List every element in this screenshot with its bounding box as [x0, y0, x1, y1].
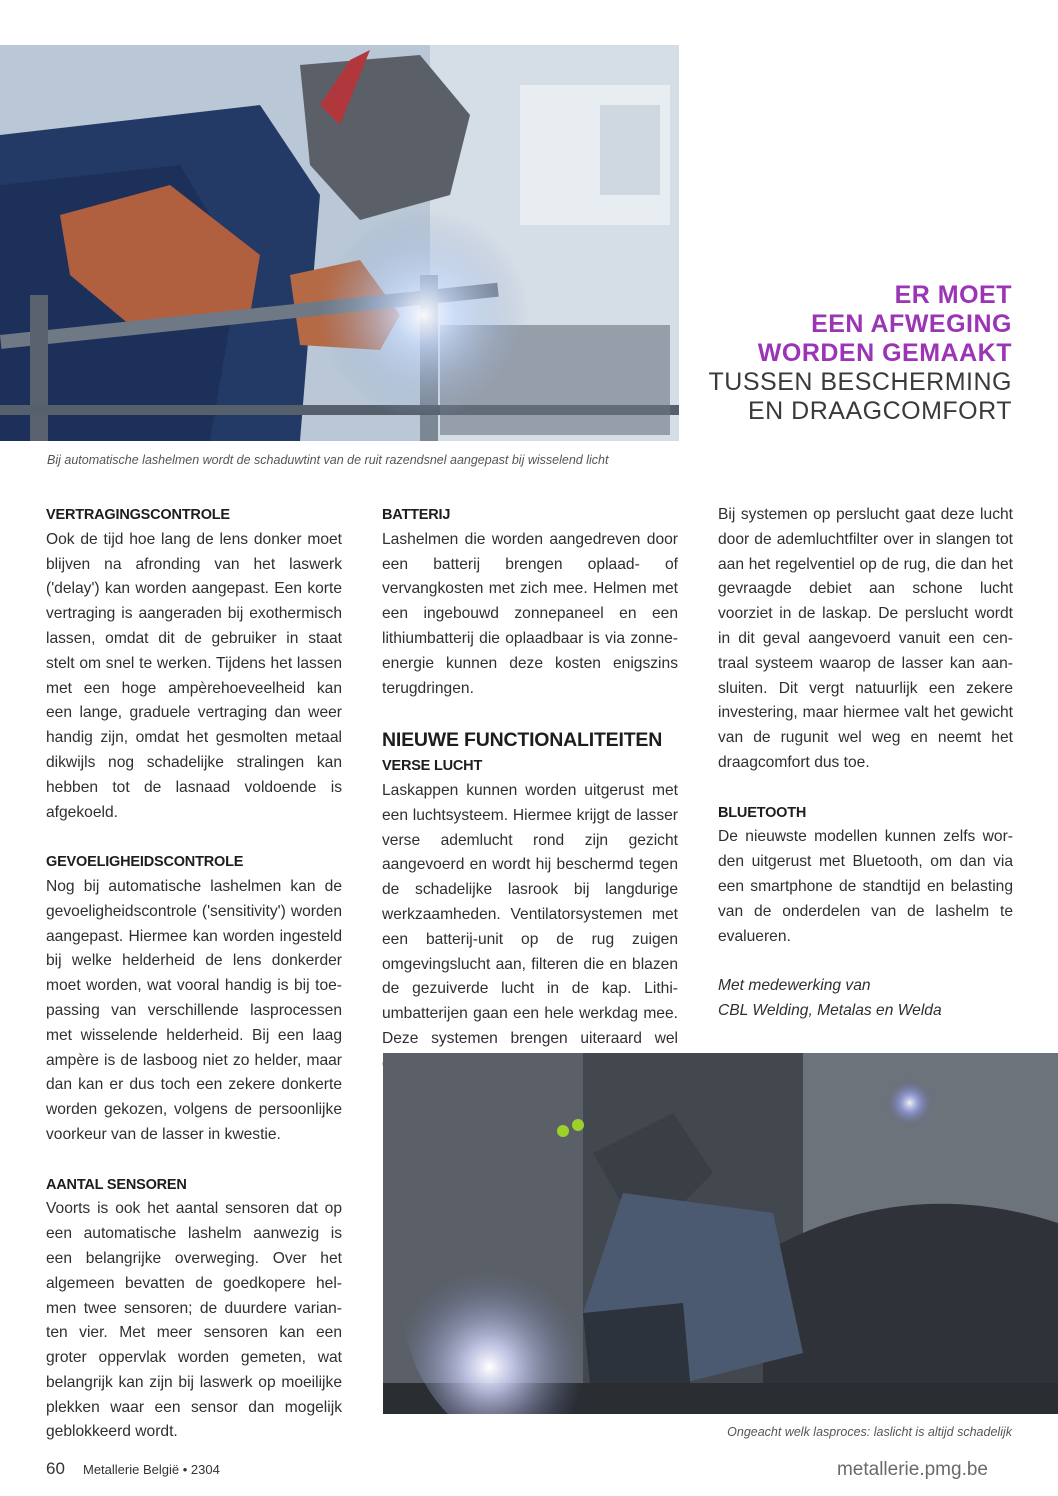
- paragraph-bluetooth: De nieuwste modellen kunnen zelfs worden uitgerust met Bluetooth, om dan via een smartphone de standtijd en belasting van de onderdelen van de lashelm te evalueren.: [718, 828, 1013, 945]
- heading-bluetooth: BLUETOOTH: [718, 804, 807, 821]
- heading-new-features: NIEUWE FUNCTIONALITEITEN: [382, 729, 663, 752]
- article-column-2: [382, 503, 678, 1077]
- photo-caption-top: Bij automatische lashelmen wordt de schaduwtint van de ruit razendsnel aangepast bij wisselend licht: [47, 453, 609, 467]
- paragraph-delay-control: Ook de tijd hoe lang de lens donker moet blijven na afronding van het laswerk ('delay') kan worden aangepast. Een korte vertraging is aangeraden bij exothermisch lassen, omdat dit de gebruiker in staat stelt om snel te werken. Tijdens het lassen met een hoge ampèrehoeveelheid kan een lange, graduele vertraging dan weer handig zijn, omdat het gesmolten metaal dikwijls nog schadelijke stralingen kan hebben tot de lasnaad voldoende is afgekoeld.: [46, 530, 342, 821]
- credit-companies: CBL Welding, Metalas en Welda: [718, 1001, 942, 1019]
- pull-quote-line: TUSSEN BESCHERMING: [708, 368, 1012, 396]
- paragraph-compressed-air: Bij systemen op perslucht gaat deze lucht door de ademluchtfilter over in slangen tot aan het regelventiel op de rug, die dan het gevraagde debiet aan schone lucht voorziet in de laskap. De perslucht wordt in dit geval aangevoerd vanuit een centraal systeem waarop de lasser kan aansluiten. Dit vergt natuurlijk een zekere investering, maar hiermee valt het gewicht van de rugunit wel weg en neemt het draagcomfort dus toe.: [718, 506, 1013, 771]
- paragraph-battery: Lashelmen die worden aangedreven door een batterij brengen oplaad- of vervangkosten met zich mee. Helmen met een ingebouwd zonnepaneel en een lithiumbatterij die oplaadbaar is via zonne-energie kunnen deze kosten enigszins terugdringen.: [382, 530, 678, 697]
- magazine-issue: Metallerie België • 2304: [83, 1462, 220, 1477]
- heading-battery: BATTERIJ: [382, 507, 451, 523]
- pull-quote: [652, 281, 1012, 426]
- article-column-1: [46, 503, 342, 1445]
- heading-sensitivity-control: GEVOELIGHEIDSCONTROLE: [46, 854, 244, 871]
- paragraph-sensitivity-control: Nog bij automatische lashelmen kan de gevoeligheidscontrole ('sensitivity') worden aangepast. Hiermee kan worden ingesteld bij welke helderheid de lens donkerder moet worden, wat vooral handig is bij toepassing van verschillende lasprocessen met wisselende helderheid. Bij een laag ampère is de lasboog niet zo helder, maar dan kan er dus toch een zekere donkerte worden gekozen, volgens de persoonlijke voorkeur van de lasser in kwestie.: [46, 877, 342, 1143]
- article-column-3: [718, 503, 1013, 1024]
- welding-photo-top: [0, 45, 679, 441]
- heading-sensor-count: AANTAL SENSOREN: [46, 1176, 187, 1193]
- pull-quote-line: EN DRAAGCOMFORT: [748, 397, 1012, 425]
- pull-quote-line: WORDEN GEMAAKT: [757, 339, 1012, 367]
- pull-quote-line: ER MOET: [894, 281, 1012, 309]
- paragraph-sensor-count: Voorts is ook het aantal sensoren dat op een automatische lashelm aanwezig is een belangrijke overweging. Over het algemeen bevatten de goedkopere helmen twee sensoren; de duurdere varianten vier. Met meer sensoren kan een groter oppervlak worden gemeten, wat belangrijk kan zijn bij laswerk op moeilijke plekken waar een sensor dan mogelijk geblokkeerd wordt.: [46, 1200, 342, 1441]
- heading-delay-control: VERTRAGINGSCONTROLE: [46, 507, 230, 523]
- pull-quote-line: EEN AFWEGING: [811, 310, 1012, 338]
- page-number: 60: [46, 1459, 65, 1478]
- photo-caption-bottom: Ongeacht welk lasproces: laslicht is altijd schadelijk: [727, 1425, 1012, 1439]
- credit-line: Met medewerking van: [718, 977, 871, 995]
- heading-fresh-air: VERSE LUCHT: [382, 758, 483, 775]
- website-link[interactable]: metallerie.pmg.be: [836, 1459, 988, 1480]
- paragraph-fresh-air: Laskappen kunnen worden uitgerust met een luchtsysteem. Hiermee krijgt de lasser verse ademlucht rond zijn gezicht aangevoerd en wordt hij beschermd tegen de schadelijke lasrook bij langdurige werkzaamheden. Ventilatorsystemen met een batterij-unit op de rug zuigen omgevingslucht aan, filteren die en blazen de gezuiverde lucht in de kap. Lithiumbatterijen gaan een hele werkdag mee. Deze systemen brengen uiteraard wel: [382, 781, 678, 1047]
- welding-photo-bottom: [383, 1053, 1058, 1414]
